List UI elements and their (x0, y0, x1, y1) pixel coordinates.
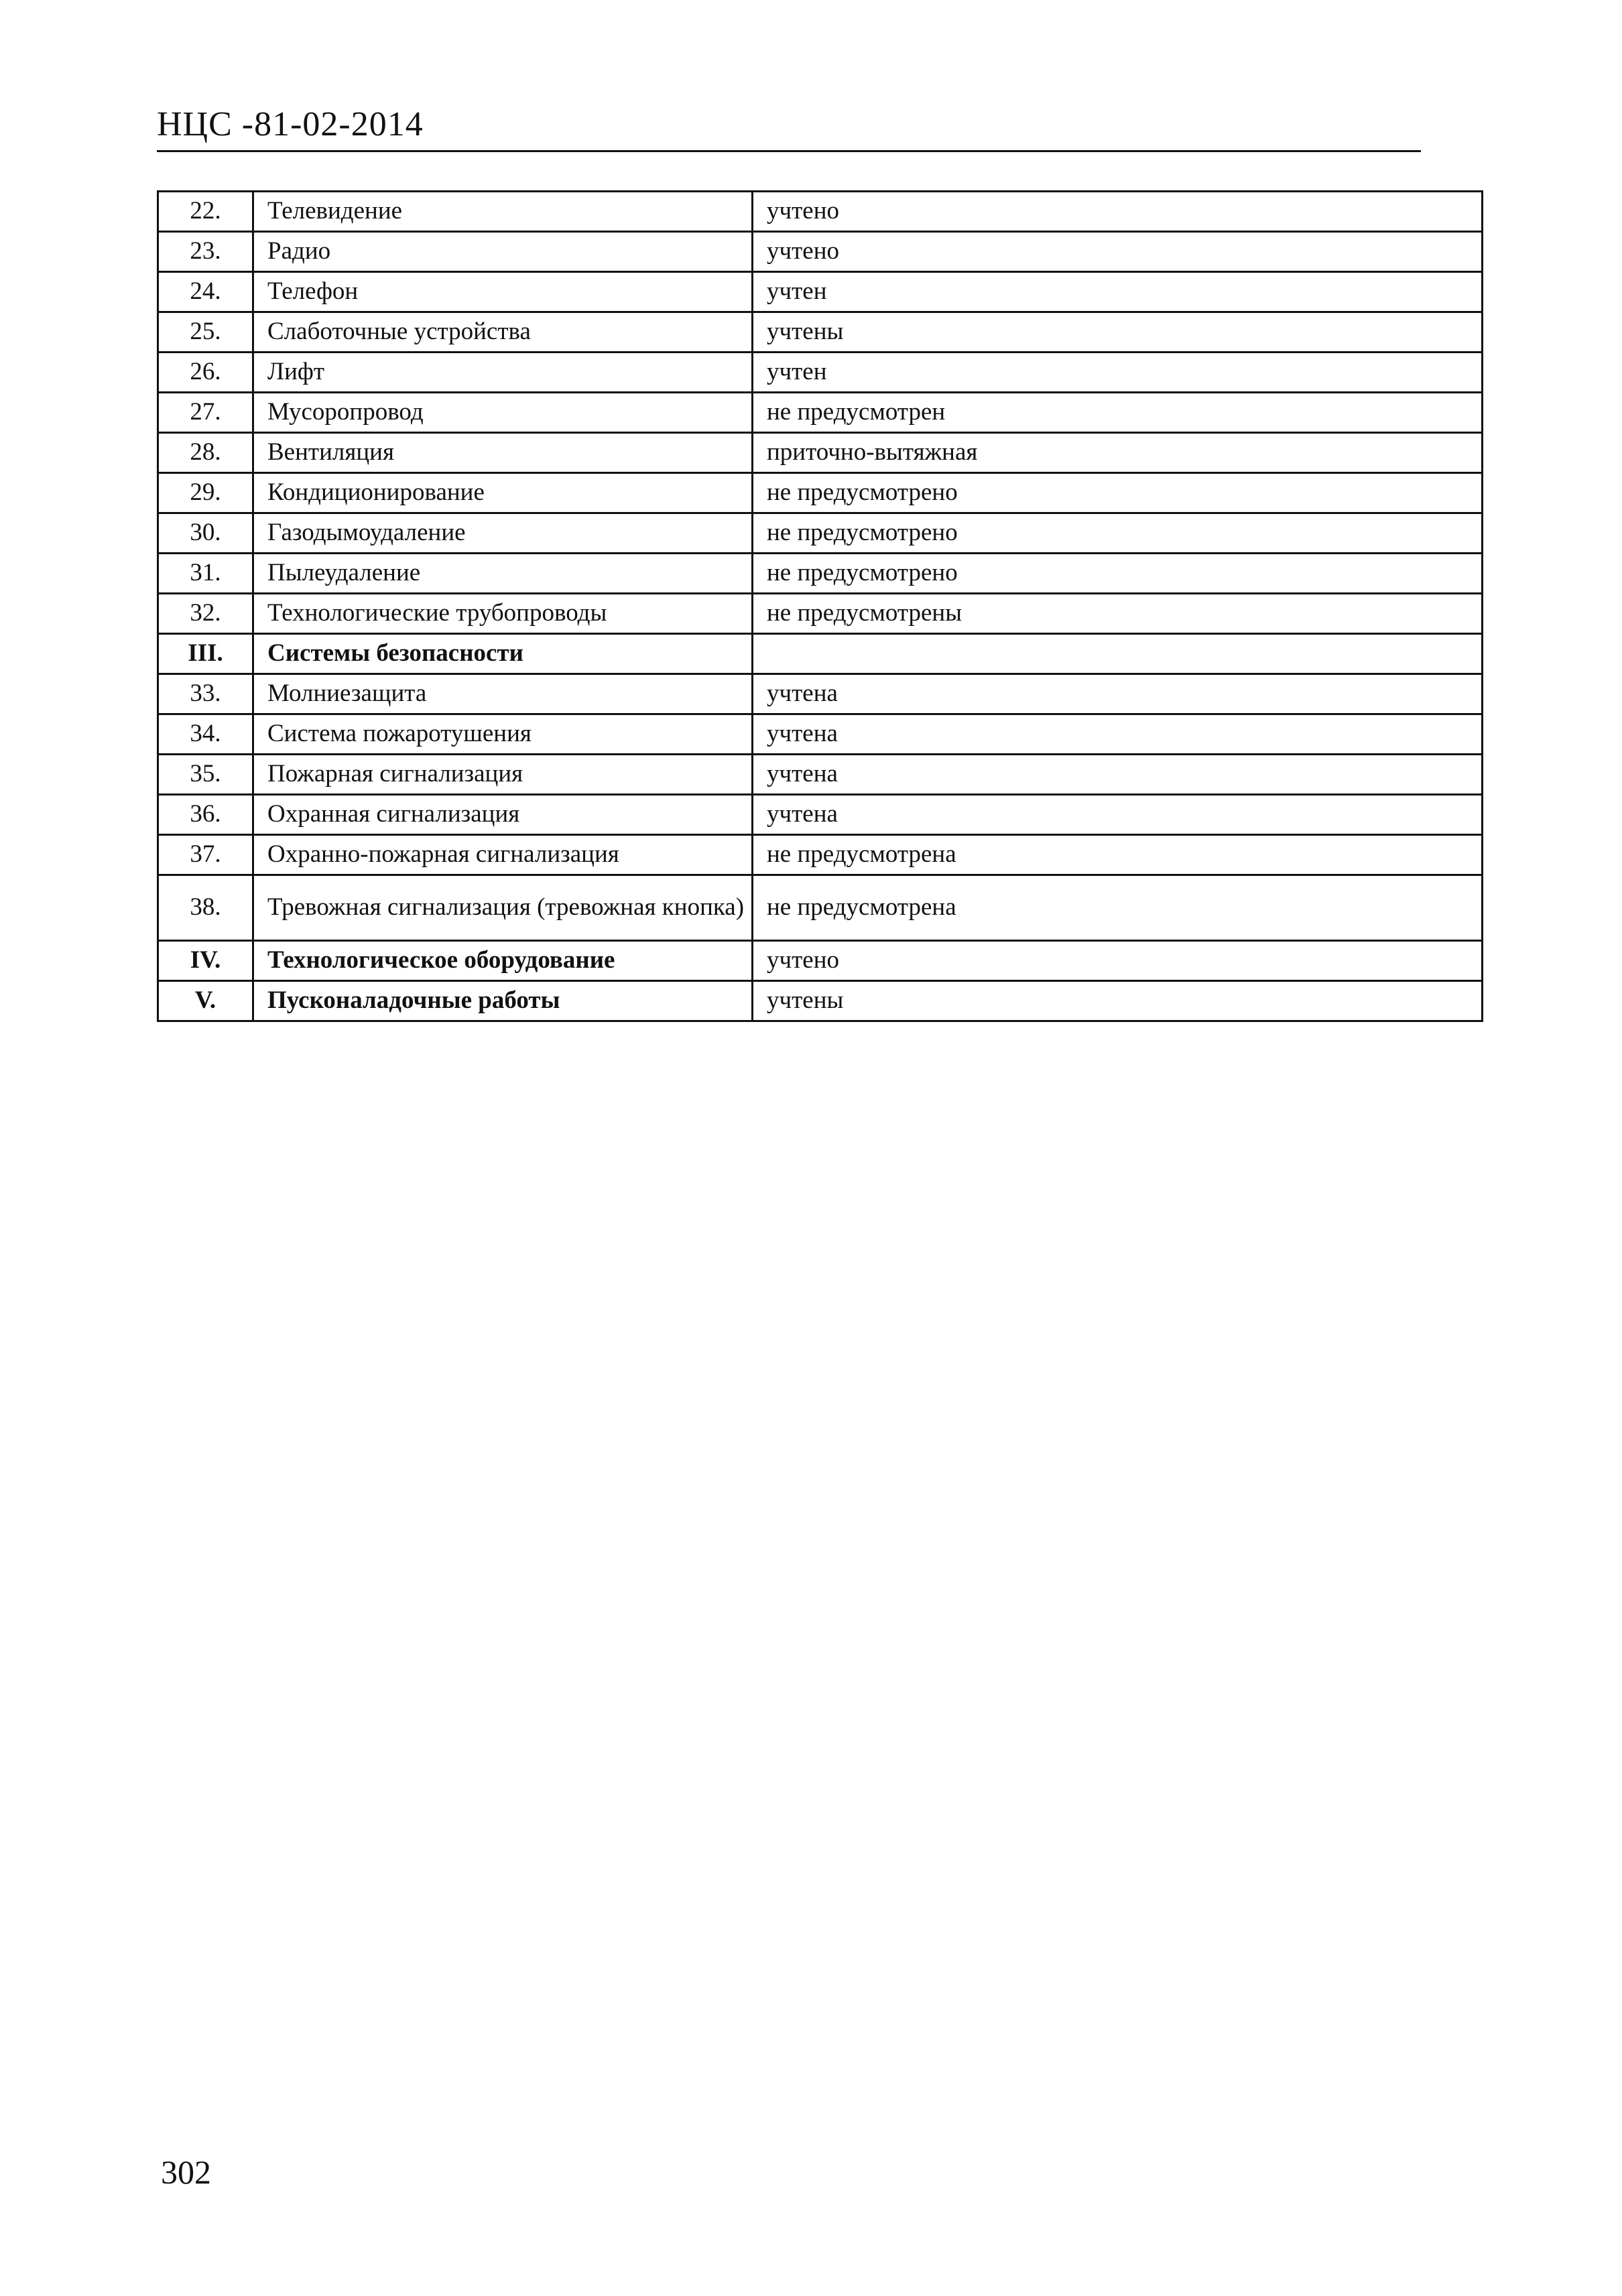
row-value: не предусмотрена (753, 875, 1483, 941)
row-value: учтена (753, 755, 1483, 795)
row-name: Газодымоудаление (253, 513, 753, 554)
row-value: учтен (753, 272, 1483, 312)
row-name: Система пожаротушения (253, 714, 753, 755)
table-row (158, 393, 1483, 433)
section-name: Технологическое оборудование (253, 941, 753, 981)
row-value: учтено (753, 232, 1483, 272)
row-value: не предусмотрен (753, 393, 1483, 433)
section-value: учтены (753, 981, 1483, 1021)
document-header-title: НЦС -81-02-2014 (157, 105, 424, 143)
table-row (158, 594, 1483, 634)
header-rule (157, 150, 1421, 152)
section-value: учтено (753, 941, 1483, 981)
row-name: Охранно-пожарная сигнализация (253, 835, 753, 875)
row-name: Радио (253, 232, 753, 272)
row-number: 37. (158, 835, 253, 875)
row-value: приточно-вытяжная (753, 433, 1483, 473)
table-row (158, 232, 1483, 272)
table-row (158, 835, 1483, 875)
row-number: 22. (158, 192, 253, 232)
row-number: 31. (158, 554, 253, 594)
row-number: 27. (158, 393, 253, 433)
row-name: Тревожная сигнализация (тревожная кнопка) (253, 875, 753, 941)
row-value: не предусмотрено (753, 513, 1483, 554)
table-row (158, 714, 1483, 755)
row-number: 23. (158, 232, 253, 272)
row-name: Вентиляция (253, 433, 753, 473)
row-name: Слаботочные устройства (253, 312, 753, 353)
row-name: Пылеудаление (253, 554, 753, 594)
row-number: 34. (158, 714, 253, 755)
row-number: 28. (158, 433, 253, 473)
row-value: не предусмотрено (753, 473, 1483, 513)
section-name: Пусконаладочные работы (253, 981, 753, 1021)
row-number: 32. (158, 594, 253, 634)
table-row (158, 353, 1483, 393)
row-name: Мусоропровод (253, 393, 753, 433)
table-row (158, 473, 1483, 513)
row-value: учтено (753, 192, 1483, 232)
row-name: Телевидение (253, 192, 753, 232)
row-number: 26. (158, 353, 253, 393)
table-row (158, 272, 1483, 312)
row-name: Лифт (253, 353, 753, 393)
row-value: не предусмотрена (753, 835, 1483, 875)
table-row (158, 192, 1483, 232)
section-number: V. (158, 981, 253, 1021)
row-value: не предусмотрены (753, 594, 1483, 634)
row-number: 29. (158, 473, 253, 513)
row-value: учтена (753, 674, 1483, 714)
section-number: IV. (158, 941, 253, 981)
row-value: учтена (753, 795, 1483, 835)
row-name: Пожарная сигнализация (253, 755, 753, 795)
section-value (753, 634, 1483, 674)
table-row (158, 312, 1483, 353)
row-number: 35. (158, 755, 253, 795)
table-row (158, 674, 1483, 714)
row-name: Молниезащита (253, 674, 753, 714)
row-value: учтены (753, 312, 1483, 353)
section-number: III. (158, 634, 253, 674)
table-row (158, 513, 1483, 554)
row-value: учтен (753, 353, 1483, 393)
row-number: 33. (158, 674, 253, 714)
table-row (158, 433, 1483, 473)
table-row (158, 554, 1483, 594)
row-value: учтена (753, 714, 1483, 755)
row-name: Телефон (253, 272, 753, 312)
table-row (158, 875, 1483, 941)
row-name: Кондиционирование (253, 473, 753, 513)
row-number: 25. (158, 312, 253, 353)
section-name: Системы безопасности (253, 634, 753, 674)
row-number: 30. (158, 513, 253, 554)
row-number: 24. (158, 272, 253, 312)
table-row (158, 755, 1483, 795)
row-number: 36. (158, 795, 253, 835)
row-name: Технологические трубопроводы (253, 594, 753, 634)
row-number: 38. (158, 875, 253, 941)
section-heading-row (158, 634, 1483, 674)
specification-table (157, 190, 1483, 1022)
table-row (158, 795, 1483, 835)
row-value: не предусмотрено (753, 554, 1483, 594)
section-heading-row (158, 981, 1483, 1021)
section-heading-row (158, 941, 1483, 981)
row-name: Охранная сигнализация (253, 795, 753, 835)
page-number: 302 (161, 2153, 211, 2191)
